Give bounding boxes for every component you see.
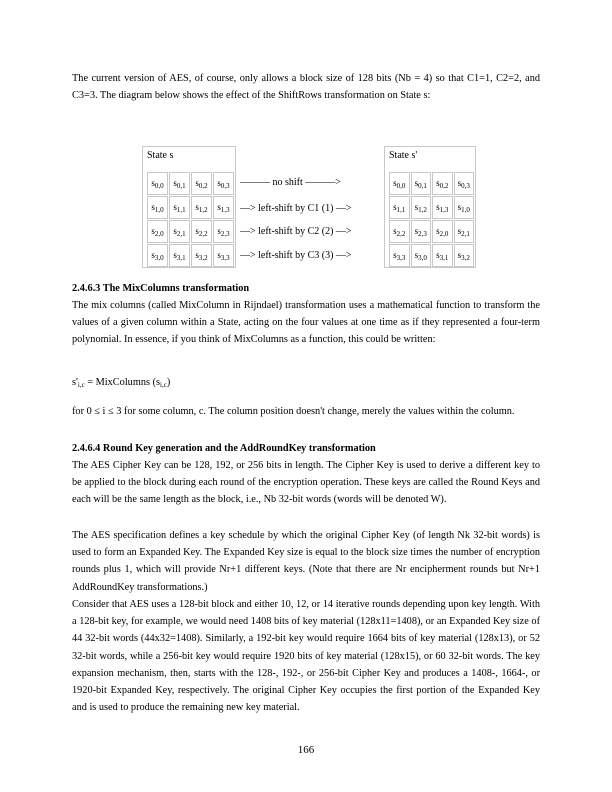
mixcolumns-paragraph-2: for 0 ≤ i ≤ 3 for some column, c. The column position doesn't change, merely the values within the column. <box>72 406 515 417</box>
state-s-grid <box>146 171 235 268</box>
page-number: 166 <box>297 744 315 756</box>
state-s-grid-cell: $s_{1,3}$ <box>213 196 234 219</box>
state-s-grid-cell: $s_{3,2}$ <box>191 244 212 267</box>
state-s-prime-box <box>384 146 476 268</box>
state-s-grid-row <box>147 244 234 267</box>
state-s-prime-grid-cell: $s_{2,3}$ <box>411 220 432 243</box>
state-s-prime-grid-cell: $s_{2,0}$ <box>432 220 453 243</box>
state-s-prime-grid-row <box>389 196 474 219</box>
roundkey-paragraph-3: Consider that AES uses a 128-bit block and either 10, 12, or 14 iterative rounds depending upon key length. With a 128-bit key, for example, we would need 1408 bits of key material (128x11=1408), or an Expanded Key size of 44 32-bit words (44x32=1408). Similarly, a 192-bit key would require 1664 bits of key material (128x13), or 52 32-bit words, while a 256-bit key would require 1920 bits of key material (128x15), or 60 32-bit words. The key expansion mechanism, then, starts with the 128-, 192-, or 256-bit Cipher Key and produces a 1408-, 1664-, or 1920-bit Expanded Key, respectively. The original Cipher Key occupies the first portion of the Expanded Key and is used to produce the remaining new key material. <box>72 599 540 714</box>
state-s-box <box>142 146 236 268</box>
state-s-grid-cell: $s_{3,3}$ <box>213 244 234 267</box>
state-s-grid-cell: $s_{3,0}$ <box>147 244 168 267</box>
mixcolumns-heading: 2.4.6.3 The MixColumns transformation <box>72 283 250 294</box>
state-s-title: State s <box>147 150 174 161</box>
arrow-shift-c1: —> left-shift by C1 (1) —> <box>240 203 352 214</box>
state-s-prime-title: State s' <box>389 150 418 161</box>
roundkey-heading: 2.4.6.4 Round Key generation and the AddRoundKey transformation <box>72 443 376 454</box>
state-s-prime-grid-cell: $s_{3,3}$ <box>389 244 410 267</box>
state-s-grid-cell: $s_{0,0}$ <box>147 172 168 195</box>
state-s-grid-cell: $s_{2,1}$ <box>169 220 190 243</box>
state-s-grid-row <box>147 220 234 243</box>
state-s-prime-grid-row <box>389 220 474 243</box>
state-s-prime-grid-cell: $s_{3,1}$ <box>432 244 453 267</box>
state-s-grid-cell: $s_{2,2}$ <box>191 220 212 243</box>
state-s-grid-cell: $s_{3,1}$ <box>169 244 190 267</box>
arrow-no-shift: ——— no shift ———> <box>240 177 341 188</box>
state-s-prime-grid-cell: $s_{1,2}$ <box>411 196 432 219</box>
state-s-prime-grid-cell: $s_{0,0}$ <box>389 172 410 195</box>
state-s-prime-grid-cell: $s_{1,0}$ <box>454 196 475 219</box>
state-s-prime-grid-cell: $s_{1,1}$ <box>389 196 410 219</box>
arrow-shift-c3: —> left-shift by C3 (3) —> <box>240 250 352 261</box>
state-s-grid-cell: $s_{1,2}$ <box>191 196 212 219</box>
shiftrows-diagram <box>142 146 474 268</box>
state-s-prime-grid-cell: $s_{0,1}$ <box>411 172 432 195</box>
state-s-grid-cell: $s_{0,2}$ <box>191 172 212 195</box>
arrow-shift-c2: —> left-shift by C2 (2) —> <box>240 226 352 237</box>
state-s-grid-cell: $s_{1,0}$ <box>147 196 168 219</box>
state-s-prime-grid-cell: $s_{2,2}$ <box>389 220 410 243</box>
state-s-prime-grid <box>388 171 475 268</box>
state-s-prime-grid-cell: $s_{2,1}$ <box>454 220 475 243</box>
mixcolumns-paragraph: The mix columns (called MixColumn in Rijndael) transformation uses a mathematical function to transform the values of a given column within a State, acting on the four values at one time as if they represented a four-term polynomial. In essence, if you think of MixColumns as a function, this could be written: <box>72 300 540 346</box>
state-s-grid-cell: $s_{0,1}$ <box>169 172 190 195</box>
state-s-grid-cell: $s_{2,0}$ <box>147 220 168 243</box>
roundkey-paragraph-2: The AES specification defines a key schedule by which the original Cipher Key (of length Nk 32-bit words) is used to form an Expanded Key. The Expanded Key size is equal to the block size times the number of encryption rounds plus 1, which will provide Nr+1 different keys. (Note that there are Nr encipherment rounds but Nr+1 AddRoundKey transformations.) <box>72 530 540 593</box>
state-s-prime-grid-cell: $s_{3,2}$ <box>454 244 475 267</box>
intro-paragraph: The current version of AES, of course, only allows a block size of 128 bits (Nb = 4) so that C1=1, C2=2, and C3=3. The diagram below shows the effect of the ShiftRows transformation on State s: <box>72 73 540 102</box>
state-s-grid-cell: $s_{1,1}$ <box>169 196 190 219</box>
state-s-grid-cell: $s_{0,3}$ <box>213 172 234 195</box>
state-s-prime-grid-cell: $s_{1,3}$ <box>432 196 453 219</box>
state-s-prime-grid-cell: $s_{3,0}$ <box>411 244 432 267</box>
state-s-prime-grid-cell: $s_{0,3}$ <box>454 172 475 195</box>
roundkey-paragraph-1: The AES Cipher Key can be 128, 192, or 256 bits in length. The Cipher Key is used to derive a different key to be applied to the block during each round of the encryption operation. These keys are called the Round Keys and each will be the same length as the block, i.e., Nb 32-bit words (words will be denoted W). <box>72 460 540 506</box>
state-s-grid-row <box>147 172 234 195</box>
state-s-prime-grid-cell: $s_{0,2}$ <box>432 172 453 195</box>
state-s-grid-row <box>147 196 234 219</box>
state-s-prime-grid-row <box>389 244 474 267</box>
state-s-prime-grid-row <box>389 172 474 195</box>
mixcolumns-formula: $s'_{i,c}$ = MixColumns $(s_{i,c})$ <box>72 377 171 389</box>
state-s-grid-cell: $s_{2,3}$ <box>213 220 234 243</box>
